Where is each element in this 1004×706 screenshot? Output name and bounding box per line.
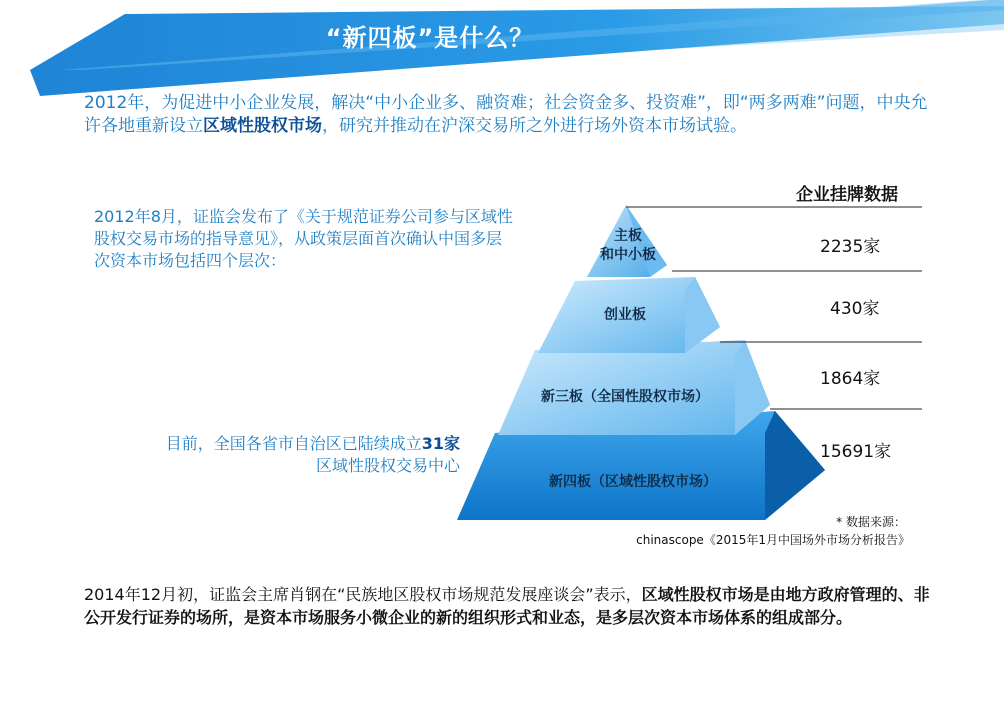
level-4-label: 新四板（区域性股权市场） (549, 474, 717, 490)
level-2-label: 创业板 (604, 307, 646, 323)
level-2-count: 430家 (830, 299, 880, 319)
csrc-note: 2012年8月，证监会发布了《关于规范证券公司参与区域性股权交易市场的指导意见》，从政策层面首次确认中国多层次资本市场包括四个层次： (94, 207, 513, 270)
conclusion-highlight: 区域性股权市场是由地方政府管理的、非公开发行证券的场所，是资本市场服务小微企业的新的组织形式和业态，是多层次资本市场体系的组成部分。 (84, 585, 930, 627)
level-3-count: 1864家 (820, 369, 881, 389)
level-4-count: 15691家 (820, 442, 892, 462)
intro-text-1: 2012年，为促进中小企业发展，解决“中小企业多、融资难；社会资金多、投资难”，即“两多两难”问题，中央允许各地重新设立 (84, 93, 928, 136)
regional-note-text-1: 目前，全国各省市自治区已陆续成立 (165, 434, 422, 453)
regional-note-count: 31家 (421, 434, 460, 453)
conclusion-paragraph (84, 583, 934, 629)
page-title: “新四板”是什么？ (325, 24, 535, 52)
level-1-label: 主板 和中小板 (600, 228, 656, 263)
level-1-count: 2235家 (820, 237, 881, 257)
intro-text-2: ，研究并推动在沪深交易所之外进行场外资本市场试验。 (322, 116, 747, 136)
source-text: chinascope《2015年1月中国场外市场分析报告》 (636, 533, 910, 547)
intro-highlight: 区域性股权市场 (203, 116, 322, 136)
conclusion-text: 2014年12月初，证监会主席肖钢在“民族地区股权市场规范发展座谈会”表示， (84, 585, 642, 604)
source-label: * 数据来源： (836, 515, 906, 529)
level-3-label: 新三板（全国性股权市场） (541, 389, 709, 405)
regional-note-text-2: 区域性股权交易中心 (315, 456, 460, 475)
listing-data-header: 企业挂牌数据 (796, 185, 898, 205)
